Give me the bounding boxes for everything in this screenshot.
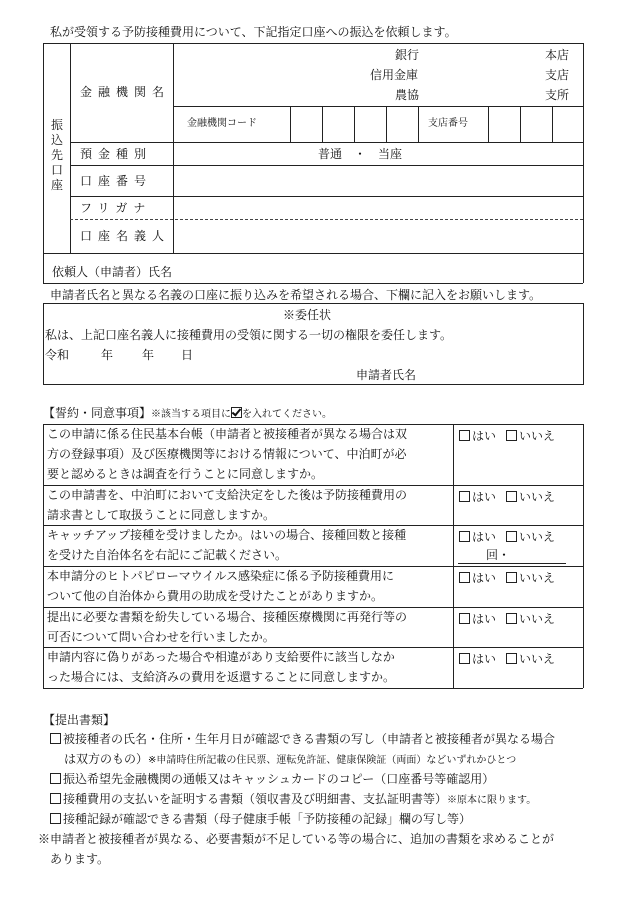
requester-name-label: 依頼人（申請者）氏名: [52, 265, 173, 279]
branch-number-label: 支店番号: [428, 118, 468, 129]
consent-6-options: [459, 650, 555, 667]
delegation-month-unit: 年: [142, 348, 155, 362]
intro-text: 私が受領する予防接種費用について、下記指定口座への振込を依頼します。: [50, 25, 457, 39]
delegation-signature-field[interactable]: [425, 364, 575, 382]
branch-type-branch: 支店: [545, 68, 570, 82]
requester-name-field[interactable]: [200, 255, 580, 282]
branch-type-office: 支所: [545, 88, 570, 102]
consent-1-yes-checkbox[interactable]: はい: [459, 429, 506, 443]
delegation-era: 令和: [45, 348, 70, 362]
document-item-1[interactable]: 被接種者の氏名・住所・生年月日が確認できる書類の写し（申請者と被接種者が異なる場合: [50, 731, 555, 747]
consent-heading: 【誓約・同意事項】: [43, 406, 152, 420]
consent-5-options: [459, 610, 555, 627]
furigana-label: フリガナ: [80, 201, 152, 215]
checkbox-icon: [459, 531, 470, 542]
checkbox-icon: [50, 813, 61, 824]
delegation-note: 申請者氏名と異なる名義の口座に振り込みを希望される場合、下欄に記入をお願いします。: [50, 288, 542, 302]
delegation-signature-label: 申請者氏名: [356, 368, 417, 382]
consent-2-options: [459, 488, 555, 505]
document-item-1-cont: は双方のもの）※申請時住所記載の住民票、運転免許証、健康保険証（両面）などいずれかひとつ: [64, 752, 517, 766]
document-item-2[interactable]: 振込希望先金融機関の通帳又はキャッシュカードのコピー（口座番号等確認用）: [50, 771, 494, 787]
delegation-title: ※委任状: [283, 308, 332, 322]
delegation-year-unit: 年: [101, 348, 114, 362]
bank-name-label: 金融機関名: [80, 85, 171, 99]
consent-1-no-checkbox[interactable]: いいえ: [506, 429, 555, 443]
consent-5-yes-checkbox[interactable]: はい: [459, 612, 506, 626]
account-holder-label: 口座名義人: [80, 229, 171, 243]
consent-3-yes-checkbox[interactable]: はい: [459, 530, 506, 544]
checkbox-icon: [459, 613, 470, 624]
account-number-field[interactable]: [175, 166, 581, 195]
checkbox-icon: [506, 572, 517, 583]
bank-code-label: 金融機関コード: [187, 118, 257, 129]
delegation-body: 私は、上記口座名義人に接種費用の受領に関する一切の権限を委任します。: [45, 328, 453, 342]
consent-4-options: [459, 569, 555, 586]
consent-6-yes-checkbox[interactable]: はい: [459, 652, 506, 666]
consent-heading-row: [43, 405, 332, 423]
deposit-type-options[interactable]: 普通 ・ 当座: [318, 147, 403, 161]
consent-note-before: ※該当する項目に: [151, 409, 232, 420]
delegation-day-unit: 日: [181, 348, 194, 362]
checkbox-icon: [50, 793, 61, 804]
documents-footnote-line-1: ※申請者と被接種者が異なる、必要書類が不足している等の場合に、追加の書類を求めることが: [38, 832, 555, 846]
checkbox-icon: [506, 430, 517, 441]
subsidy-application-page: 私が受領する予防接種費用について、下記指定口座への振込を依頼します。 振 込 先 口 座 金融機関名 銀行 信用金庫 農協 本店 支店 支所 金融機関コード 支店番号 預金種別 普通 ・ 当座 口座番号 フリガナ 口座名義人 依頼人（申請者）氏名 申請者氏名と異なる名義の口座に振り込みを希望される場合、下欄に記入をお願いします。 ※委任状 私は、上記口座名義人に接種費用の受領に関する一切の権限を委任します。 令和 年 年 日 申請者氏名 【誓約・同意事項】※該当する項目に を入れてください。 この申請に係る住民基本台帳（申請者と被接種者が異なる場合は双 方の登録事項）及び医療機関等における情報について、中泊町が必 要と認めるときは調査を行うことに同意しますか。 はい いいえ この申請書を、中泊町において支給決定をした後は予防接種費用の 請求書として取扱うことに同意しますか。 はい いいえ キャッチアップ接種を受けましたか。はいの場合、接種回数と接種 を受けた自治体名を右記にご記載ください。 はい いいえ 回・ 本申請分のヒトパピローマウイルス感染症に係る予防接種費用に ついて他の自治体から費用の助成を受けたことがありますか。 はい いいえ 提出に必要な書類を紛失している場合、接種医療機関に再発行等の 可否について問い合わせを行いましたか。 はい いいえ 申請内容に偽りがあった場合や相違があり支給要件に該当しなか った場合には、支給済みの費用を返還することに同意しますか。 はい いいえ 【提出書類】 被接種者の氏名・住所・生年月日が確認できる書類の写し（申請者と被接種者が異なる場合 は双方のもの）※申請時住所記載の住民票、運転免許証、健康保険証（両面）などいずれかひとつ 振込希望先金融機関の通帳又はキャッシュカードのコピー（口座番号等確認用） 接種費用の支払いを証明する書類（領収書及び明細書、支払証明書等）※原本に限ります。 接種記録が確認できる書類（母子健康手帳「予防接種の記録」欄の写し等） ※申請者と被接種者が異なる、必要書類が不足している等の場合に、追加の書類を求めることが あります。: [0, 0, 630, 903]
documents-heading: 【提出書類】: [43, 713, 116, 727]
bank-type-shinkin: 信用金庫: [370, 68, 419, 82]
vaccination-count-unit: 回・: [486, 548, 511, 562]
checked-box-icon: [231, 407, 242, 418]
consent-2-yes-checkbox[interactable]: はい: [459, 490, 506, 504]
transfer-account-side-label: 振 込 先 口 座: [50, 118, 63, 192]
consent-3-no-checkbox[interactable]: いいえ: [506, 530, 555, 544]
consent-6-no-checkbox[interactable]: いいえ: [506, 652, 555, 666]
checkbox-icon: [50, 773, 61, 784]
account-holder-field[interactable]: [175, 221, 581, 252]
consent-1-options: [459, 427, 555, 444]
consent-4-no-checkbox[interactable]: いいえ: [506, 571, 555, 585]
checkbox-icon: [459, 491, 470, 502]
deposit-type-label: 預金種別: [80, 147, 153, 161]
checkbox-icon: [459, 653, 470, 664]
consent-note-after: を入れてください。: [242, 409, 333, 420]
checkbox-icon: [459, 572, 470, 583]
checkbox-icon: [506, 653, 517, 664]
document-item-4[interactable]: 接種記録が確認できる書類（母子健康手帳「予防接種の記録」欄の写し等）: [50, 811, 471, 827]
bank-type-nokyo: 農協: [395, 88, 420, 102]
checkbox-icon: [459, 430, 470, 441]
branch-type-main: 本店: [545, 48, 570, 62]
checkbox-icon: [506, 531, 517, 542]
checkbox-icon: [506, 491, 517, 502]
checkbox-icon: [506, 613, 517, 624]
account-number-label: 口座番号: [80, 174, 153, 188]
consent-5-no-checkbox[interactable]: いいえ: [506, 612, 555, 626]
consent-3-options: [459, 528, 555, 545]
documents-footnote-line-2: あります。: [50, 852, 110, 866]
document-item-3[interactable]: 接種費用の支払いを証明する書類（領収書及び明細書、支払証明書等）※原本に限ります。: [50, 791, 536, 809]
consent-4-yes-checkbox[interactable]: はい: [459, 571, 506, 585]
vaccination-count-field[interactable]: [458, 546, 566, 563]
bank-type-bank: 銀行: [395, 48, 420, 62]
furigana-field[interactable]: [175, 197, 581, 218]
consent-2-no-checkbox[interactable]: いいえ: [506, 490, 555, 504]
checkbox-icon: [50, 733, 61, 744]
